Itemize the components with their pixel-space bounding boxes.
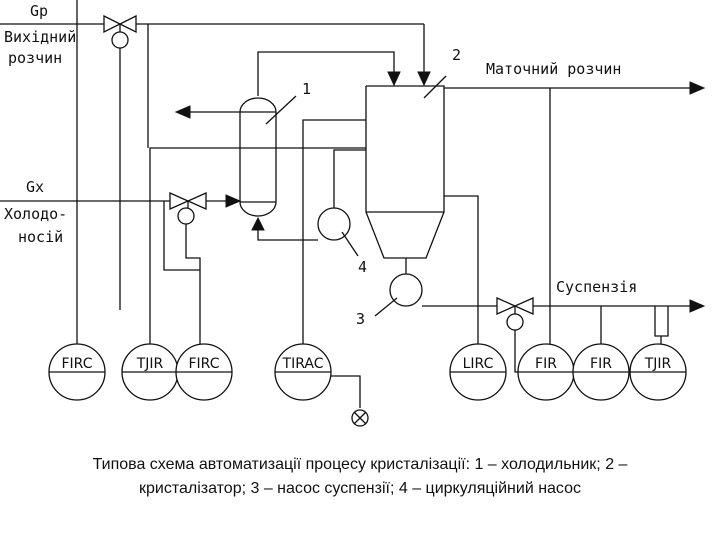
svg-text:LIRC: LIRC [462, 356, 494, 372]
svg-text:TJIR: TJIR [644, 356, 672, 372]
label-gp: Gp [30, 2, 49, 20]
instrument-tjir-2 [630, 344, 686, 400]
mother-liquor-line [444, 82, 704, 94]
coolant-valve-icon [170, 193, 206, 224]
instrument-tjir-1 [122, 344, 178, 400]
svg-text:FIRC: FIRC [188, 356, 220, 372]
label-rozchyn: розчин [8, 49, 63, 67]
cooler-1 [240, 96, 296, 216]
label-circulation-pump-number: 4 [358, 258, 368, 276]
suspension-valve-icon [497, 298, 533, 330]
instrument-lirc [450, 344, 506, 400]
alarm-lamp-icon [352, 410, 368, 426]
svg-text:FIR: FIR [590, 356, 612, 372]
svg-text:TIRAC: TIRAC [282, 356, 324, 372]
circulation-pump-4 [252, 150, 366, 256]
suspension-pump-3 [375, 258, 497, 316]
caption-line-1: Типова схема автоматизації процесу кристалізації: 1 – холодильник; 2 – [92, 456, 628, 473]
label-cooler-number: 1 [302, 80, 312, 98]
label-kholodo: Холодо- [4, 205, 68, 223]
suspension-line [533, 300, 704, 312]
svg-text:TJIR: TJIR [136, 356, 164, 372]
figure-caption [40, 453, 680, 501]
instrument-firc-1 [49, 344, 105, 400]
label-gx: Gx [26, 178, 45, 196]
label-suspenziia: Суспензія [556, 278, 638, 296]
instrument-fir-2 [573, 344, 629, 400]
label-nosii: носій [18, 228, 64, 246]
instrument-fir-1 [518, 344, 574, 400]
label-suspension-pump-number: 3 [356, 310, 366, 328]
instrument-firc-2 [176, 344, 232, 400]
crystallizer-2 [366, 76, 446, 258]
label-matochnyi-rozchyn: Маточний розчин [486, 60, 622, 78]
svg-text:FIRC: FIRC [61, 356, 93, 372]
instrument-tirac [275, 344, 331, 400]
caption-line-2: кристалізатор; 3 – насос суспензії; 4 – циркуляційний насос [138, 480, 582, 497]
circulation-return-line [258, 52, 400, 96]
feed-valve-icon [104, 16, 136, 48]
label-vykhidnyi: Вихідний [4, 28, 77, 46]
coolant-outlet-line [176, 106, 240, 118]
label-crystallizer-number: 2 [452, 46, 462, 64]
svg-text:FIR: FIR [535, 356, 557, 372]
